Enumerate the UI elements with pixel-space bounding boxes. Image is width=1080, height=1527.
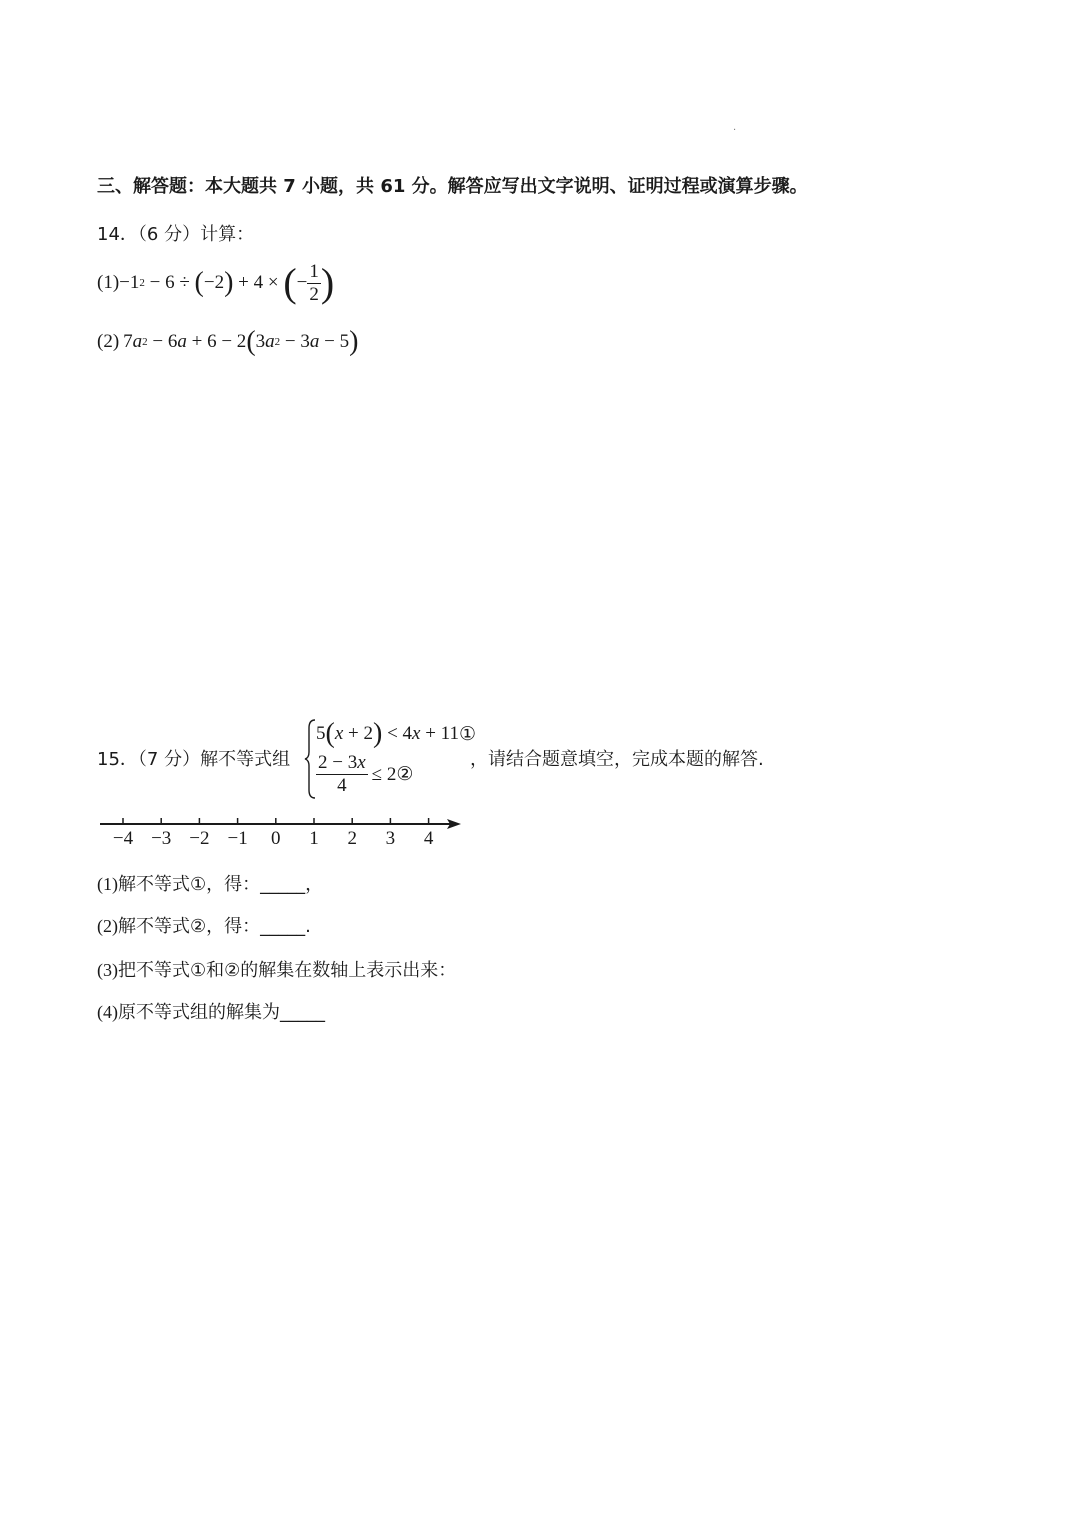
close-paren: ) [349,326,359,357]
sub-question-3 [97,959,456,982]
sub-question-3-prefix: (3) [97,960,118,980]
answer-blank-4[interactable]: _____ [280,1002,325,1023]
ineq1-var-right: x [412,723,421,744]
fraction-denominator: 4 [337,775,347,796]
q14-part2-term-c: + 6 − 2 [186,331,247,352]
fraction-numerator [316,752,368,775]
ineq1-coef: 5 [316,723,326,744]
sub-question-4-text: 原不等式组的解集为 [118,1002,280,1023]
ineq2-var: x [357,752,366,773]
q14-part2-term-f: − 5 [319,331,350,352]
system-brace [303,718,317,800]
q14-part1-term-a: −1 [119,272,140,293]
answer-blank-1[interactable]: _____ [260,874,306,895]
q14-part2-var-d: a [265,331,275,352]
q14-part2-var-a: a [132,331,143,352]
ineq2-num-text: 2 − 3 [318,752,358,773]
number-line-tick-label: −2 [189,828,210,849]
open-paren: ( [194,267,204,298]
q14-part2-term-b: − 6 [147,331,178,352]
q15-label: 15．（7 分）解不等式组 [97,749,291,770]
sub-question-4-prefix: (4) [97,1002,118,1022]
sub-question-1-end: ， [305,874,324,895]
number-line [95,812,465,852]
sub-question-1-text: 解不等式①，得： [118,874,261,895]
close-paren: ) [372,718,383,749]
q14-part2-term-e: − 3 [280,331,310,352]
sub-question-2 [97,915,311,938]
q14-part2-coef-d: 3 [255,331,266,352]
close-paren: ) [224,267,234,298]
stray-dot: . [733,122,737,133]
inequality-1 [316,720,476,748]
ineq2-fraction [316,752,368,797]
inequality-2 [316,752,413,797]
q14-part1: (1) −1 2 − 6 ÷ ( −2 ) + 4 × ( − $\frac{1}{2}$ ) [97,260,335,305]
sub-question-1-prefix: (1) [97,874,118,894]
sub-question-1 [97,873,323,896]
q14-label: 14．（6 分）计算： [97,224,255,245]
sub-question-2-prefix: (2) [97,916,118,936]
ineq1-add: + 2 [343,723,373,744]
fraction-numerator: 1 [309,260,319,282]
ineq1-mark: ① [458,723,477,745]
section-heading: 三、解答题：本大题共 7 小题，共 61 分。解答应写出文字说明、证明过程或演算步骤。 [97,176,808,197]
number-line-tick-label: −1 [227,828,248,849]
q14-part1-term-c: −2 [203,272,225,293]
sub-question-2-text: 解不等式②，得： [118,916,261,937]
close-paren: ) [320,260,335,305]
q14-part1-term-b: − 6 ÷ [144,272,195,293]
ineq1-rel: < 4 [382,723,413,744]
q14-part2-var-e: a [309,331,320,352]
number-line-tick-label: 0 [271,828,281,849]
sub-question-4 [97,1001,325,1024]
number-line-tick-label: 3 [385,828,396,849]
sub-question-2-end: . [305,916,311,937]
ineq2-rel: ≤ 2 [371,763,397,785]
q14-part1-fraction [307,261,321,306]
number-line-tick-label: −3 [151,828,172,849]
open-paren: ( [325,718,335,749]
number-line-tick-label: 2 [347,828,357,849]
number-line-tick-label: −4 [112,828,134,849]
number-line-tick-label: 4 [423,828,434,849]
q14-part2-coef-a: 7 [123,331,133,352]
q14-part1-minus: − [296,272,308,293]
number-line-tick-label: 1 [309,828,319,849]
open-paren: ( [246,326,256,357]
q14-part2-var-b: a [177,331,187,352]
ineq2-mark: ② [396,764,414,785]
q14-part1-term-d: + 4 × [233,272,284,293]
q14-part2: (2) 7 a 2 − 6 a + 6 − 2 ( 3 a 2 − 3 a − 5 ) [97,326,359,357]
ineq1-var: x [334,723,344,744]
q14-part1-prefix: (1) [97,272,120,293]
open-paren: ( [283,260,297,305]
q15-instruction: ，请结合题意填空，完成本题的解答. [470,749,764,770]
fraction-denominator: 2 [309,283,319,305]
q14-part2-prefix: (2) [97,331,120,352]
ineq1-const: + 11 [420,723,459,744]
sub-question-3-text: 把不等式①和②的解集在数轴上表示出来： [118,960,457,981]
answer-blank-2[interactable]: _____ [260,916,306,937]
